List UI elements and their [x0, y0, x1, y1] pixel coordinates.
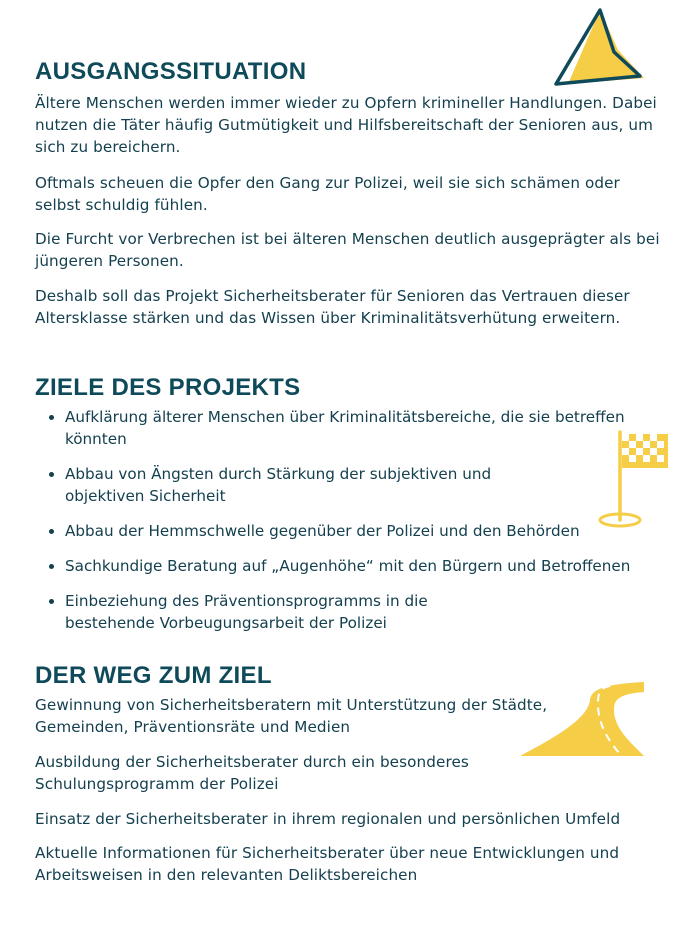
- bullet: [49, 599, 54, 604]
- paragraph: Ältere Menschen werden immer wieder zu Opfern krimineller Handlungen. Dabei nutzen die Täter häufig Gutmütigkeit und Hilfsbereitschaft der Senioren aus, um sich zu bereichern.: [35, 94, 657, 156]
- bullet: [49, 472, 54, 477]
- list-item-text: Einbeziehung des Präventionsprogramms in die bestehende Vorbeugungsarbeit der Polizei: [65, 592, 428, 632]
- paragraph: Deshalb soll das Projekt Sicherheitsberater für Senioren das Vertrauen dieser Altersklasse stärken und das Wissen über Kriminalitätsverhütung erweitern.: [35, 287, 630, 327]
- list-item-text: Abbau von Ängsten durch Stärkung der subjektiven und objektiven Sicherheit: [65, 465, 492, 505]
- heading-ausgangssituation: AUSGANGSSITUATION: [35, 58, 307, 85]
- bullet: [49, 415, 54, 420]
- list-item: [35, 406, 645, 450]
- list-item: [35, 463, 645, 507]
- goals-list: [35, 406, 645, 647]
- bullet: [49, 529, 54, 534]
- checkered-flag-icon: [596, 428, 674, 532]
- paragraph: Die Furcht vor Verbrechen ist bei älteren Menschen deutlich ausgeprägter als bei jüngeren Personen.: [35, 230, 660, 270]
- list-item: [35, 590, 645, 634]
- paragraph: Gewinnung von Sicherheitsberatern mit Unterstützung der Städte, Gemeinden, Präventionsräte und Medien: [35, 696, 548, 736]
- paragraph: Einsatz der Sicherheitsberater in ihrem regionalen und persönlichen Umfeld: [35, 810, 621, 828]
- list-item-text: Aufklärung älterer Menschen über Kriminalitätsbereiche, die sie betreffen könnten: [65, 408, 625, 448]
- heading-weg-zum-ziel: DER WEG ZUM ZIEL: [35, 662, 272, 689]
- mountain-icon: [548, 4, 652, 90]
- list-item-text: Abbau der Hemmschwelle gegenüber der Polizei und den Behörden: [65, 522, 580, 540]
- paragraph: Ausbildung der Sicherheitsberater durch ein besonderes Schulungsprogramm der Polizei: [35, 753, 469, 793]
- paragraph: Oftmals scheuen die Opfer den Gang zur Polizei, weil sie sich schämen oder selbst schuldig fühlen.: [35, 174, 620, 214]
- heading-ziele: ZIELE DES PROJEKTS: [35, 374, 301, 401]
- paragraph: Aktuelle Informationen für Sicherheitsberater über neue Entwicklungen und Arbeitsweisen in den relevanten Deliktsbereichen: [35, 844, 620, 884]
- bullet: [49, 564, 54, 569]
- list-item-text: Sachkundige Beratung auf „Augenhöhe“ mit den Bürgern und Betroffenen: [65, 557, 631, 575]
- list-item: [35, 520, 645, 542]
- list-item: [35, 555, 645, 577]
